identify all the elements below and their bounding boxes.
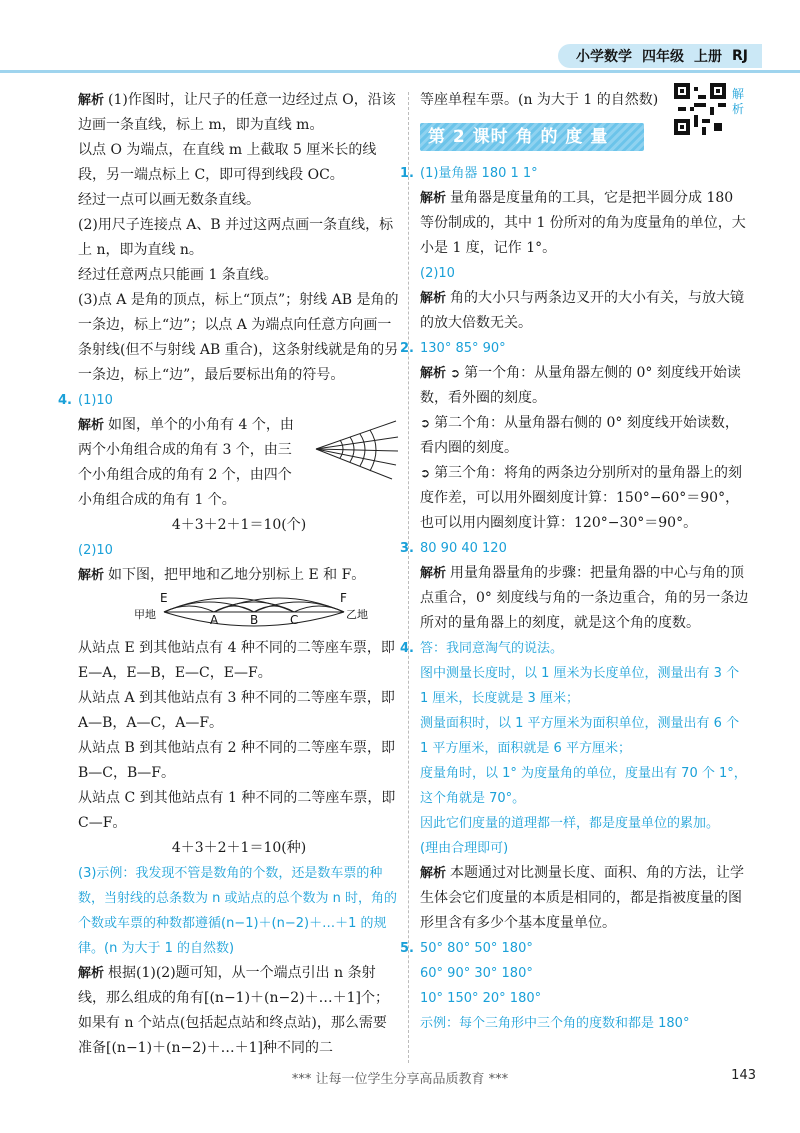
- arrow-icon: ➲: [420, 416, 431, 430]
- jx-label: 解析: [78, 966, 105, 981]
- para: [420, 461, 750, 536]
- jx-label: 解析: [78, 418, 105, 433]
- qr-icon: [674, 83, 726, 135]
- equation: 4＋3＋2＋1＝10(种): [171, 840, 307, 856]
- question-number: 4.: [400, 641, 414, 656]
- header-edition: RJ: [732, 48, 748, 64]
- jx-label: 解析: [420, 291, 447, 306]
- para: 等座单程车票。(n 为大于 1 的自然数): [420, 92, 659, 108]
- text: 本题通过对比测量长度、面积、角的方法，让学生体会它们度量的本质是相同的，都是指被度量的图形里含有多少个基本度量单位。: [420, 865, 745, 931]
- arrow-icon: ➲: [450, 366, 461, 380]
- answer-line: 度量角时，以 1° 为度量角的单位，度量出有 70 个 1°，这个角就是 70°。: [420, 766, 747, 806]
- answer: 50° 80° 50° 180°: [420, 941, 533, 956]
- answer-line: 因此它们度量的道理都一样，都是度量单位的累加。: [420, 816, 720, 831]
- question-number: 3.: [400, 541, 414, 556]
- text: 第一个角：从量角器左侧的 0° 刻度线开始读数，看外圈的刻度。: [420, 365, 741, 406]
- para: 从站点 C 到其他站点有 1 种不同的二等座车票，即 C—F。: [78, 790, 396, 831]
- para: (3)点 A 是角的顶点，标上“顶点”；射线 AB 是角的一条边，标上“边”；以点 A 为端点向任意方向画一条射线(但不与射线 AB 重合)，这条射线就是角的另一条边，标上“边”，最后要标出角的符号。: [78, 292, 399, 383]
- page-number: 143: [731, 1068, 756, 1083]
- angles-figure: [310, 415, 400, 483]
- text: 角的大小只与两条边叉开的大小有关，与放大镜的放大倍数无关。: [420, 290, 745, 331]
- question-number: 4.: [58, 393, 72, 408]
- q4-part3-answer: (3)示例：我发现不管是数角的个数，还是数车票的种数，当射线的总条数为 n 或站点的总个数为 n 时，角的个数或车票的种数都遵循(n−1)＋(n−2)＋…＋1 的规律。(n 为大于 1 的自然数): [78, 866, 398, 956]
- para: [420, 561, 750, 636]
- answer: 130° 85° 90°: [420, 341, 506, 356]
- q4-part2-answer: (2)10: [78, 543, 113, 558]
- header-subject: 小学数学: [576, 49, 632, 65]
- stations-figure: [134, 590, 374, 632]
- q4-part1: [58, 388, 400, 413]
- para: 从站点 B 到其他站点有 2 种不同的二等座车票，即 B—C，B—F。: [78, 740, 395, 781]
- para: [78, 563, 400, 588]
- text: 第二个角：从量角器右侧的 0° 刻度线开始读数，看内圈的刻度。: [420, 415, 739, 456]
- q2: [400, 336, 750, 361]
- q1-part1: [400, 161, 750, 186]
- qr-label: 解析: [732, 87, 745, 116]
- answer-line: 示例：每个三角形中三个角的度数和都是 180°: [420, 1016, 690, 1031]
- question-number: 1.: [400, 166, 414, 181]
- station-a-label: A: [210, 613, 219, 627]
- para: [420, 361, 750, 411]
- q5: [400, 936, 750, 961]
- station-c-label: C: [290, 613, 299, 627]
- answer: (1)10: [78, 393, 113, 408]
- para: 经过一点可以画无数条直线。: [78, 192, 260, 208]
- para: 以点 O 为端点，在直线 m 上截取 5 厘米长的线段，另一端点标上 C，即可得到线段 OC。: [78, 142, 377, 183]
- text: 如图，单个的小角有 4 个，由两个小角组合成的角有 3 个，由三个小角组合成的角有 2 个，由四个小角组合成的角有 1 个。: [78, 417, 294, 508]
- para: [78, 961, 400, 1061]
- equation: 4＋3＋2＋1＝10(个): [171, 517, 307, 533]
- answer: 80 90 40 120: [420, 541, 507, 556]
- text: 量角器是度量角的工具，它是把半圆分成 180 等份制成的，其中 1 份所对的角为度量角的单位，大小是 1 度，记作 1°。: [420, 190, 746, 256]
- column-divider: [408, 92, 409, 1063]
- para: [420, 286, 750, 336]
- para: 从站点 A 到其他站点有 3 种不同的二等座车票，即 A—B，A—C，A—F。: [78, 690, 395, 731]
- para: [420, 411, 750, 461]
- para: 经过任意两点只能画 1 条直线。: [78, 267, 278, 283]
- station-f-label: F: [340, 591, 347, 605]
- para: [420, 861, 750, 936]
- station-b-label: B: [250, 613, 259, 627]
- left-column: [58, 88, 400, 1061]
- answer-line: (理由合理即可): [420, 841, 509, 856]
- header-volume: 上册: [694, 49, 722, 65]
- jia-label: 甲地: [134, 608, 156, 621]
- lesson-title: 第 2 课时 角 的 度 量: [428, 127, 609, 147]
- answer: (1)量角器 180 1 1°: [420, 166, 538, 181]
- jx-label: 解析: [420, 566, 447, 581]
- right-column: [400, 87, 750, 1036]
- answer-line: 60° 90° 30° 180°: [420, 966, 533, 981]
- text: 根据(1)(2)题可知，从一个端点引出 n 条射线，那么组成的角有[(n−1)＋(n−2)＋…＋1]个；如果有 n 个站点(包括起点站和终点站)，那么需要准备[(n−1)＋(n−2)＋…＋1]种不同的二: [78, 965, 389, 1056]
- jx-label: 解析: [420, 366, 447, 381]
- header-rule: [0, 70, 800, 73]
- question-number: 5.: [400, 941, 414, 956]
- para: (2)用尺子连接点 A、B 并过这两点画一条直线，标上 n，即为直线 n。: [78, 217, 394, 258]
- q4-part1-explanation: [78, 413, 400, 513]
- jx-label: 解析: [78, 568, 105, 583]
- para: 从站点 E 到其他站点有 4 种不同的二等座车票，即 E—A，E—B，E—C，E—F。: [78, 640, 395, 681]
- answer-line: 10° 150° 20° 180°: [420, 991, 542, 1006]
- text: 如下图，把甲地和乙地分别标上 E 和 F。: [108, 567, 366, 583]
- question-number: 2.: [400, 341, 414, 356]
- station-e-label: E: [160, 591, 168, 605]
- q3: [400, 536, 750, 561]
- answer: 答：我同意淘气的说法。: [420, 641, 564, 656]
- jx-para-1: [78, 88, 400, 138]
- jx-label: 解析: [78, 93, 105, 108]
- jx-label: 解析: [420, 191, 447, 206]
- footer-slogan: *** 让每一位学生分享高品质教育 ***: [291, 1072, 509, 1087]
- text: (1)作图时，让尺子的任意一边经过点 O，沿该边画一条直线，标上 m，即为直线 m。: [78, 92, 396, 133]
- text: 第三个角：将角的两条边分别所对的量角器上的刻度作差，可以用外圈刻度计算：150°−60°＝90°，也可以用内圈刻度计算：120°−30°＝90°。: [420, 465, 743, 531]
- jx-label: 解析: [420, 866, 447, 881]
- text: 用量角器量角的步骤：把量角器的中心与角的顶点重合，0° 刻度线与角的一条边重合，角的另一条边所对的量角器上的刻度，就是这个角的度数。: [420, 565, 749, 631]
- q4: [400, 636, 750, 661]
- yi-label: 乙地: [346, 608, 368, 621]
- arrow-icon: ➲: [420, 466, 431, 480]
- q1-part2-answer: (2)10: [420, 266, 455, 281]
- header-grade: 四年级: [642, 49, 684, 65]
- answer-line: 图中测量长度时，以 1 厘米为长度单位，测量出有 3 个 1 厘米，长度就是 3 厘米；: [420, 666, 740, 706]
- qr-code[interactable]: [674, 79, 750, 141]
- answer-line: 测量面积时，以 1 平方厘米为面积单位，测量出有 6 个 1 平方厘米，面积就是 6 平方厘米；: [420, 716, 740, 756]
- header-tab: [558, 44, 762, 68]
- para: [420, 186, 750, 261]
